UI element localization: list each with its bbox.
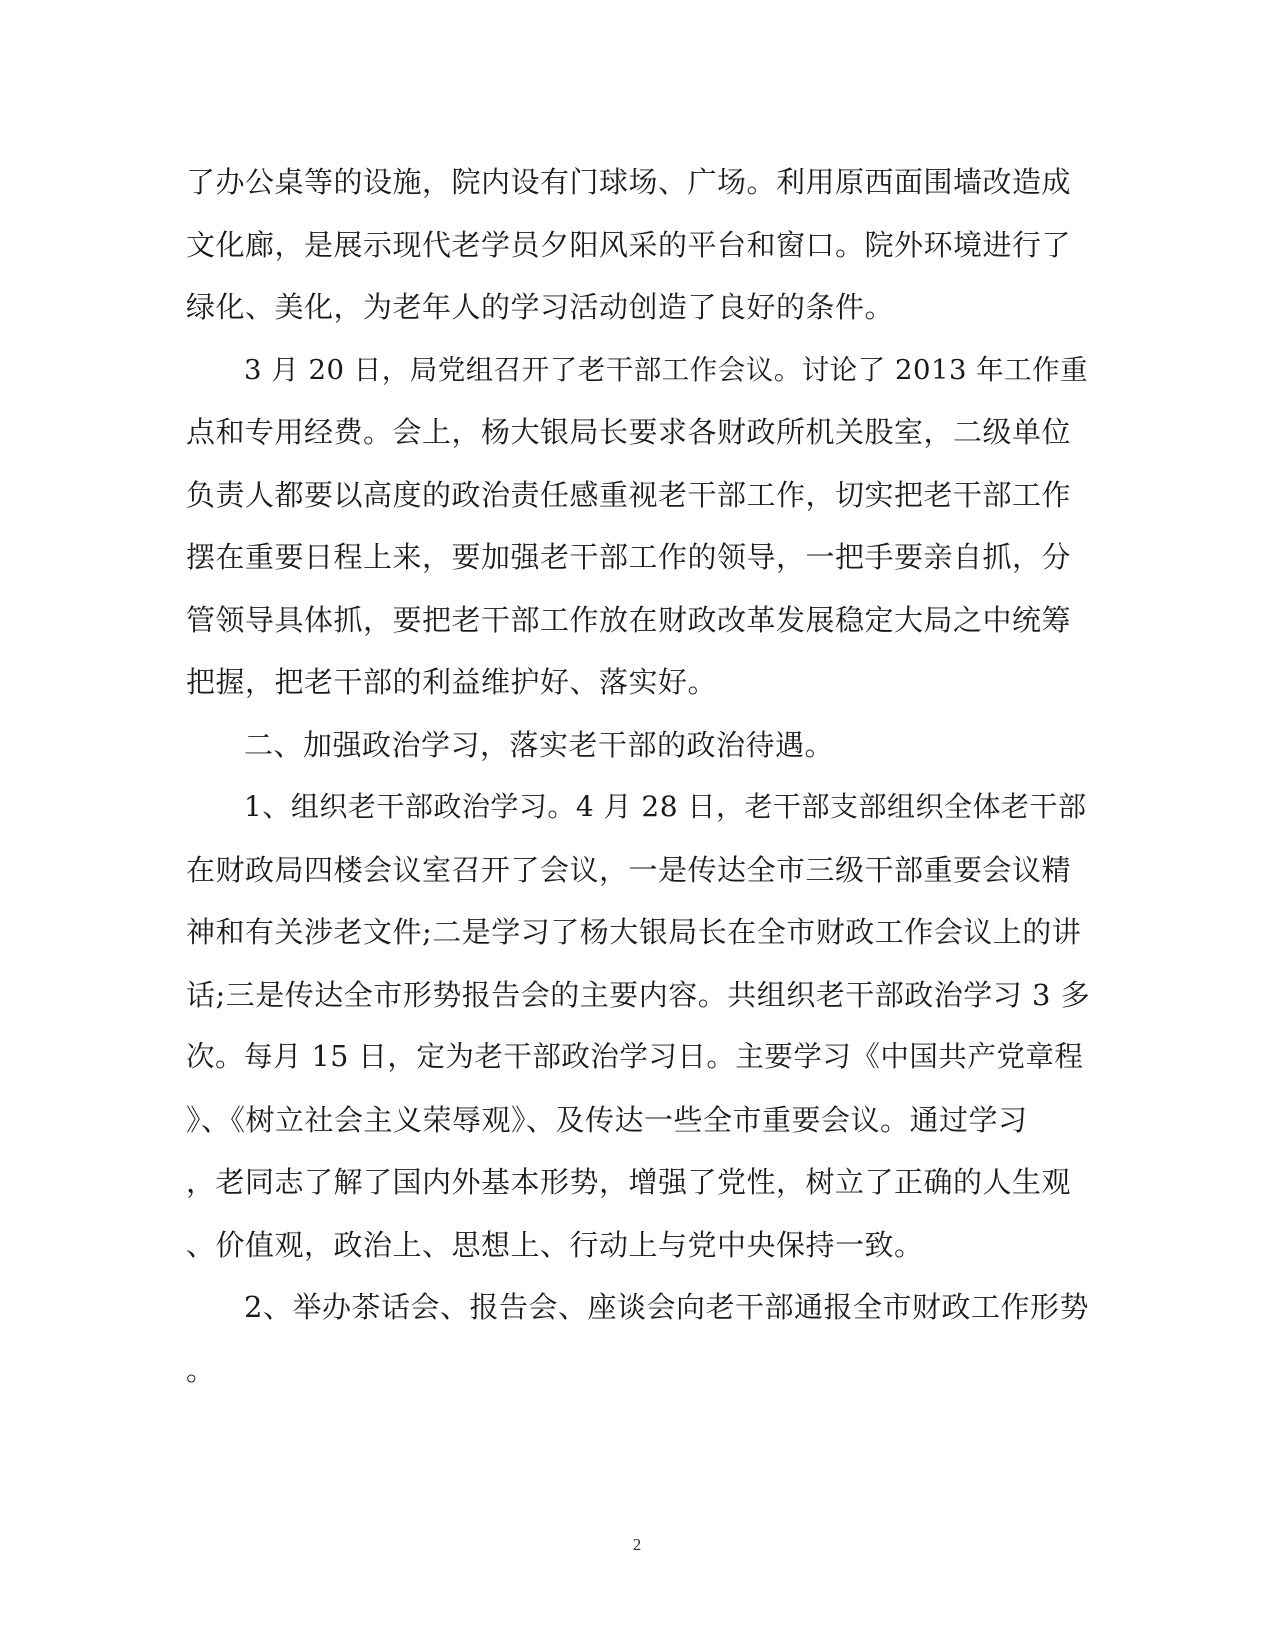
text-line: 》、《树立社会主义荣辱观》、及传达一些全市重要会议。通过学习 [186, 1103, 1028, 1137]
text-line: 在财政局四楼会议室召开了会议，一是传达全市三级干部重要会议精 [186, 853, 1072, 887]
text-line: 管领导具体抓，要把老干部工作放在财政改革发展稳定大局之中统筹 [186, 603, 1072, 637]
page-number: 2 [632, 1535, 642, 1554]
paragraph-start-line: 2、举办茶话会、报告会、座谈会向老干部通报全市财政工作形势 [244, 1290, 1089, 1324]
text-line: 把握，把老干部的利益维护好、落实好。 [186, 665, 718, 699]
text-line: 话;三是传达全市形势报告会的主要内容。共组织老干部政治学习 3 多 [186, 978, 1091, 1012]
text-line: 摆在重要日程上来，要加强老干部工作的领导，一把手要亲自抓，分 [186, 540, 1072, 574]
paragraph-start-line: 1、组织老干部政治学习。4 月 28 日，老干部支部组织全体老干部 [244, 790, 1087, 823]
text-line: 次。每月 15 日，定为老干部政治学习日。主要学习《中国共产党章程 [186, 1040, 1084, 1073]
text-line: 点和专用经费。会上，杨大银局长要求各财政所机关股室，二级单位 [186, 415, 1072, 449]
text-line: ，老同志了解了国内外基本形势，增强了党性，树立了正确的人生观 [186, 1165, 1072, 1199]
text-line: 了办公桌等的设施，院内设有门球场、广场。利用原西面围墙改造成 [186, 165, 1072, 199]
text-line: 神和有关涉老文件;二是学习了杨大银局长在全市财政工作会议上的讲 [186, 915, 1082, 949]
text-line: 文化廊，是展示现代老学员夕阳风采的平台和窗口。院外环境进行了 [186, 228, 1072, 262]
text-line: 、价值观，政治上、思想上、行动上与党中央保持一致。 [186, 1228, 924, 1262]
text-line: 。 [186, 1353, 216, 1387]
text-line: 绿化、美化，为老年人的学习活动创造了良好的条件。 [186, 290, 895, 324]
section-heading: 二、加强政治学习，落实老干部的政治待遇。 [244, 728, 835, 762]
paragraph-start-line: 3 月 20 日，局党组召开了老干部工作会议。讨论了 2013 年工作重 [244, 354, 1089, 386]
text-line: 负责人都要以高度的政治责任感重视老干部工作，切实把老干部工作 [186, 478, 1072, 512]
